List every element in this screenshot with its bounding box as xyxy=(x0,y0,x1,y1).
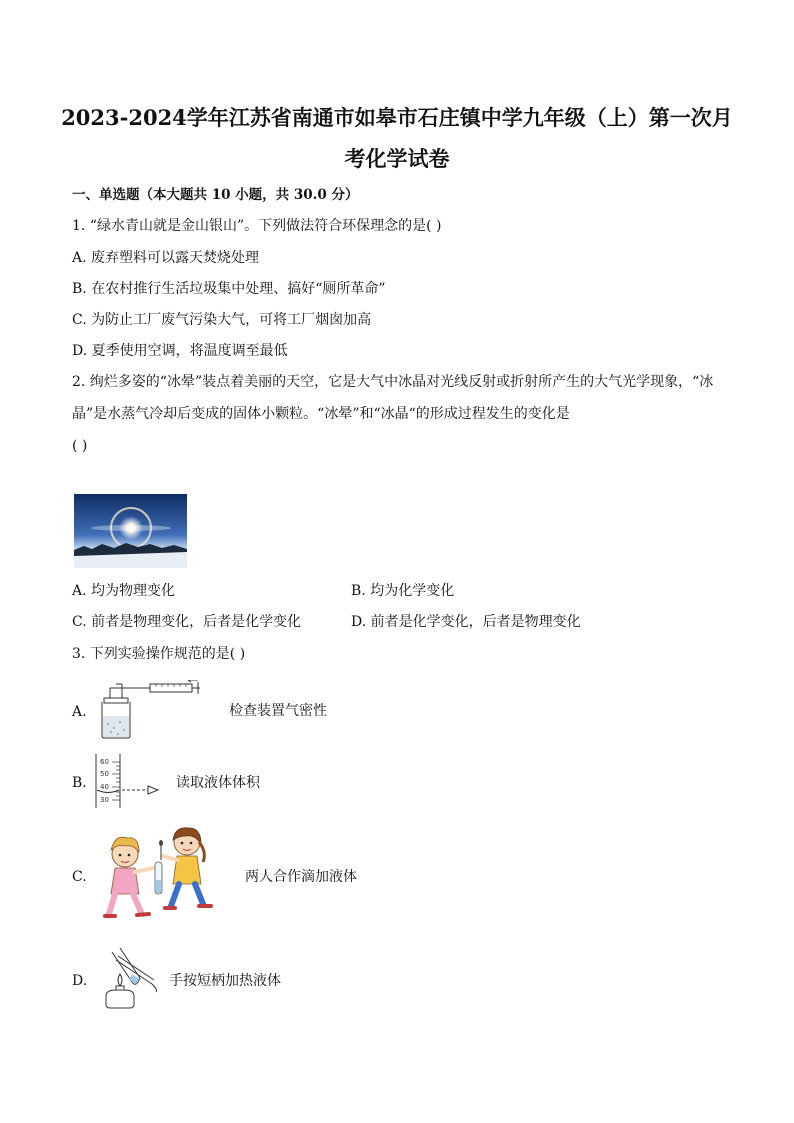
tick-label-50: 50 xyxy=(100,770,109,778)
heating-test-tube-figure xyxy=(94,946,164,1012)
exam-title-line1: 2023-2024学年江苏省南通市如皋市石庄镇中学九年级（上）第一次月 xyxy=(61,105,733,130)
q1-option-c: C. 为防止工厂废气污染大气，可将工厂烟囱加高 xyxy=(72,312,372,328)
q3-option-d-caption: 手按短柄加热液体 xyxy=(169,973,281,989)
q2-paren: ( ) xyxy=(72,438,88,454)
section-heading: 一、单选题（本大题共 10 小题，共 30.0 分） xyxy=(72,187,359,203)
two-children-dropper-figure xyxy=(95,822,225,924)
tick-label-30: 30 xyxy=(100,796,109,804)
q3-option-c-caption: 两人合作滴加液体 xyxy=(245,869,357,885)
q2-option-a: A. 均为物理变化 xyxy=(72,583,176,599)
q3-option-b-label: B. xyxy=(72,775,87,791)
tick-label-40: 40 xyxy=(100,783,109,791)
q1-option-b: B. 在农村推行生活垃圾集中处理、搞好“厕所革命” xyxy=(72,281,386,297)
q2-option-c: C. 前者是物理变化，后者是化学变化 xyxy=(72,614,302,630)
q3-option-b-caption: 读取液体体积 xyxy=(176,775,260,791)
graduated-cylinder-figure xyxy=(92,754,164,810)
q1-stem: 1. “绿水青山就是金山银山”。下列做法符合环保理念的是( ) xyxy=(72,218,442,234)
q2-option-d: D. 前者是化学变化，后者是物理变化 xyxy=(351,614,581,630)
ice-halo-photo xyxy=(74,494,187,568)
q3-option-c-label: C. xyxy=(72,869,87,885)
q2-stem-line2: 晶”是水蒸气冷却后变成的固体小颗粒。“冰晕”和“冰晶“的形成过程发生的变化是 xyxy=(72,406,570,422)
q2-option-b: B. 均为化学变化 xyxy=(351,583,455,599)
q2-stem-line1: 2. 绚烂多姿的“冰晕”装点着美丽的天空，它是大气中冰晶对光线反射或折射所产生的大气光学现象，“冰 xyxy=(72,374,714,390)
q3-option-a-label: A. xyxy=(72,704,87,720)
tick-label-60: 60 xyxy=(100,758,109,766)
q1-option-a: A. 废弃塑料可以露天焚烧处理 xyxy=(72,250,260,266)
airtightness-apparatus-figure xyxy=(94,680,206,740)
q3-option-a-caption: 检查装置气密性 xyxy=(229,703,327,719)
q1-option-d: D. 夏季使用空调，将温度调至最低 xyxy=(72,343,288,359)
exam-title-line2: 考化学试卷 xyxy=(344,146,450,171)
q3-stem: 3. 下列实验操作规范的是( ) xyxy=(72,646,246,662)
q3-option-d-label: D. xyxy=(72,973,88,989)
